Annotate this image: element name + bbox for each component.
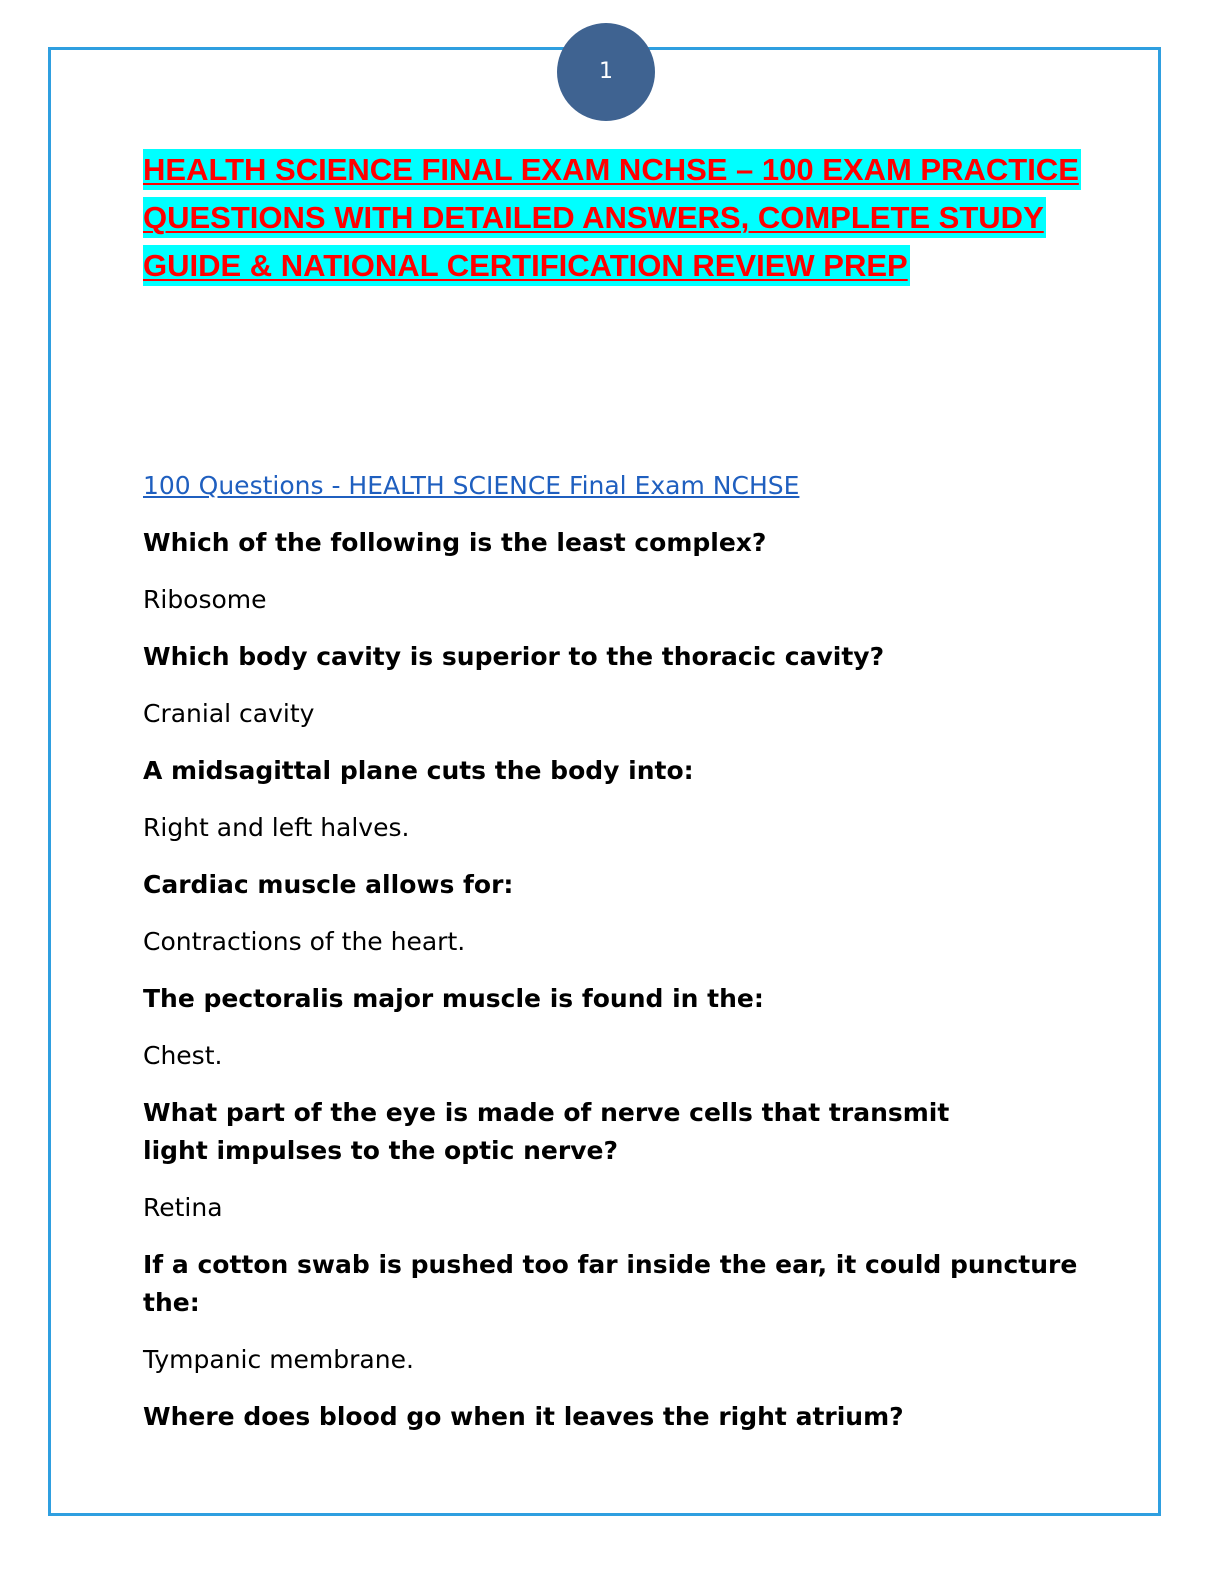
question-8: Where does blood go when it leaves the right atrium? <box>143 1402 904 1431</box>
question-7: If a cotton swab is pushed too far inside the ear, it could puncture the: <box>143 1250 1078 1317</box>
answer-3: Right and left halves. <box>143 813 410 842</box>
answer-2: Cranial cavity <box>143 699 315 728</box>
page-number-badge: 1 <box>557 23 655 121</box>
question-5: The pectoralis major muscle is found in the: <box>143 984 764 1013</box>
document-body <box>143 467 1103 1455</box>
question-2: Which body cavity is superior to the thoracic cavity? <box>143 642 885 671</box>
answer-1: Ribosome <box>143 585 267 614</box>
section-heading-link[interactable]: 100 Questions - HEALTH SCIENCE Final Exam NCHSE <box>143 471 800 500</box>
answer-6: Retina <box>143 1193 223 1222</box>
answer-7: Tympanic membrane. <box>143 1345 414 1374</box>
question-1: Which of the following is the least complex? <box>143 528 767 557</box>
answer-5: Chest. <box>143 1041 223 1070</box>
document-title <box>143 146 1083 290</box>
question-4: Cardiac muscle allows for: <box>143 870 514 899</box>
answer-4: Contractions of the heart. <box>143 927 466 956</box>
question-3: A midsagittal plane cuts the body into: <box>143 756 694 785</box>
question-6: What part of the eye is made of nerve cells that transmit light impulses to the optic nerve? <box>143 1098 950 1165</box>
title-highlight: HEALTH SCIENCE FINAL EXAM NCHSE – 100 EXAM PRACTICE QUESTIONS WITH DETAILED ANSWERS, COMPLETE STUDY GUIDE & NATIONAL CERTIFICATION REVIEW PREP <box>143 149 1081 286</box>
